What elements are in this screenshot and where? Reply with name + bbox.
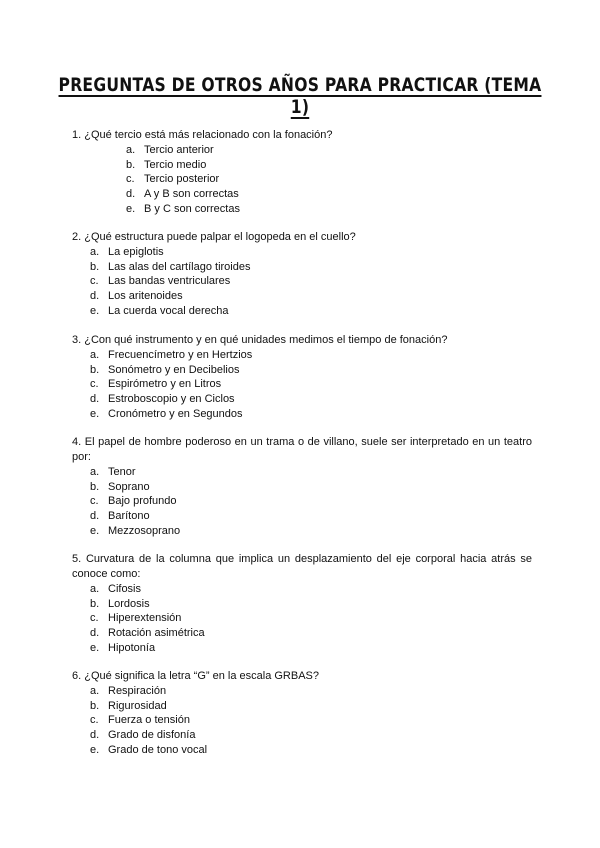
option-letter: d. [90, 290, 100, 303]
option-a[interactable] [90, 465, 532, 480]
option-text: A y B son correctas [144, 188, 239, 201]
option-letter: b. [90, 699, 100, 712]
option-d[interactable] [90, 509, 532, 524]
option-e[interactable] [90, 407, 532, 422]
question-6-options [90, 684, 532, 757]
page-title-text: PREGUNTAS DE OTROS AÑOS PARA PRACTICAR (TEMA 1) [58, 74, 542, 118]
option-letter: e. [90, 304, 100, 317]
question-4 [72, 435, 532, 538]
option-letter: d. [90, 627, 100, 640]
option-text: Barítono [108, 510, 150, 523]
option-text: Mezzosoprano [108, 524, 181, 537]
option-letter: b. [90, 260, 100, 273]
question-4-options [90, 465, 532, 538]
option-d[interactable] [126, 187, 532, 202]
option-letter: a. [90, 583, 100, 595]
option-letter: e. [126, 202, 136, 215]
option-letter: b. [90, 597, 100, 610]
option-b[interactable] [90, 363, 532, 378]
option-letter: e. [90, 641, 100, 654]
question-5-text: 5. Curvatura de la columna que implica un desplazamiento del eje corporal hacia atrás se conoce como: [72, 553, 532, 580]
option-text: Rotación asimétrica [108, 627, 205, 640]
question-5-options [90, 582, 532, 655]
question-6 [72, 669, 532, 757]
question-3-options [90, 348, 532, 421]
option-text: Cifosis [108, 583, 142, 595]
option-letter: b. [126, 158, 136, 171]
option-c[interactable] [126, 172, 532, 187]
question-1-options [126, 143, 532, 216]
option-d[interactable] [90, 392, 532, 407]
question-4-text: 4. El papel de hombre poderoso en un trama o de villano, suele ser interpretado en un teatro por: [72, 436, 532, 463]
option-text: Hiperextensión [108, 612, 182, 625]
option-c[interactable] [90, 494, 532, 509]
option-a[interactable] [90, 582, 532, 597]
option-text: Cronómetro y en Segundos [108, 407, 243, 420]
option-letter: d. [126, 188, 136, 201]
option-c[interactable] [90, 713, 532, 728]
option-b[interactable] [126, 158, 532, 173]
option-b[interactable] [90, 699, 532, 714]
option-text: Espirómetro y en Litros [108, 378, 222, 391]
option-text: La epiglotis [108, 246, 164, 258]
question-6-text: 6. ¿Qué significa la letra “G” en la escala GRBAS? [72, 670, 319, 682]
option-a[interactable] [90, 348, 532, 363]
question-1 [72, 128, 532, 216]
question-2 [72, 230, 532, 318]
option-text: Hipotonía [108, 641, 156, 654]
option-letter: a. [90, 349, 100, 361]
option-b[interactable] [90, 480, 532, 495]
option-letter: b. [90, 363, 100, 376]
option-text: Lordosis [108, 597, 150, 610]
option-d[interactable] [90, 728, 532, 743]
option-b[interactable] [90, 260, 532, 275]
option-text: Tercio anterior [144, 144, 214, 156]
option-e[interactable] [90, 641, 532, 656]
option-letter: c. [126, 173, 135, 186]
option-letter: a. [90, 466, 100, 478]
option-b[interactable] [90, 597, 532, 612]
option-text: Frecuencímetro y en Hertzios [108, 349, 253, 361]
option-text: Grado de disfonía [108, 729, 196, 742]
option-letter: c. [90, 495, 99, 508]
option-letter: a. [90, 246, 100, 258]
option-text: Fuerza o tensión [108, 714, 190, 727]
question-1-text: 1. ¿Qué tercio está más relacionado con la fonación? [72, 129, 333, 141]
option-text: La cuerda vocal derecha [108, 304, 229, 317]
option-e[interactable] [90, 304, 532, 319]
option-e[interactable] [90, 743, 532, 758]
option-letter: c. [90, 378, 99, 391]
option-letter: e. [90, 524, 100, 537]
question-2-options [90, 245, 532, 318]
option-a[interactable] [126, 143, 532, 158]
option-text: Tercio medio [144, 158, 207, 171]
option-text: Respiración [108, 685, 167, 697]
option-letter: c. [90, 714, 99, 727]
option-text: Los aritenoides [108, 290, 183, 303]
question-3-text: 3. ¿Con qué instrumento y en qué unidades medimos el tiempo de fonación? [72, 334, 448, 346]
option-letter: d. [90, 393, 100, 406]
option-text: Las alas del cartílago tiroides [108, 260, 251, 273]
option-letter: d. [90, 729, 100, 742]
option-text: Soprano [108, 480, 150, 493]
option-c[interactable] [90, 274, 532, 289]
option-text: Las bandas ventriculares [108, 275, 231, 288]
option-letter: a. [126, 144, 136, 156]
option-e[interactable] [126, 202, 532, 217]
option-d[interactable] [90, 289, 532, 304]
option-letter: e. [90, 743, 100, 756]
option-c[interactable] [90, 611, 532, 626]
option-a[interactable] [90, 245, 532, 260]
option-letter: d. [90, 510, 100, 523]
question-3 [72, 333, 532, 421]
option-letter: c. [90, 275, 99, 288]
option-text: Sonómetro y en Decibelios [108, 363, 240, 376]
option-text: Tenor [108, 466, 136, 478]
option-letter: b. [90, 480, 100, 493]
option-c[interactable] [90, 377, 532, 392]
page-title [54, 74, 546, 118]
option-a[interactable] [90, 684, 532, 699]
option-letter: c. [90, 612, 99, 625]
option-text: Rigurosidad [108, 699, 167, 712]
option-letter: e. [90, 407, 100, 420]
option-text: Tercio posterior [144, 173, 220, 186]
question-5 [72, 552, 532, 655]
option-e[interactable] [90, 524, 532, 539]
option-text: Bajo profundo [108, 495, 177, 508]
option-text: B y C son correctas [144, 202, 240, 215]
question-2-text: 2. ¿Qué estructura puede palpar el logopeda en el cuello? [72, 231, 356, 243]
option-d[interactable] [90, 626, 532, 641]
option-letter: a. [90, 685, 100, 697]
option-text: Estroboscopio y en Ciclos [108, 393, 235, 406]
option-text: Grado de tono vocal [108, 743, 208, 756]
